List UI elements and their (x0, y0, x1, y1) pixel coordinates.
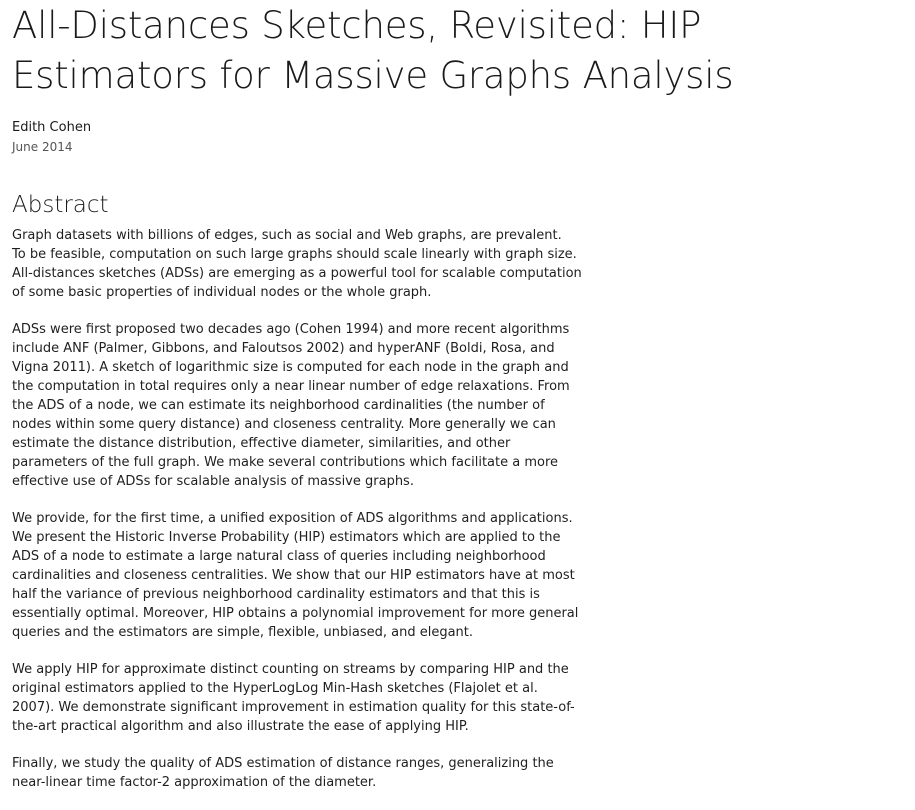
abstract-body (12, 226, 587, 792)
abstract-heading: Abstract (12, 192, 109, 218)
paper-title: All-Distances Sketches, Revisited: HIP Estimators for Massive Graphs Analysis (12, 4, 734, 97)
publication-date: June 2014 (12, 140, 73, 154)
paper-page (12, 0, 902, 810)
abstract-paragraph: We provide, for the first time, a unified exposition of ADS algorithms and applications. We present the Historic Inverse Probability (HIP) estimators which are applied to the ADS of a node to estimate a large natural class of queries including neighborhood cardinalities and closeness centralities. We show that our HIP estimators have at most half the variance of previous neighborhood cardinality estimators and that this is essentially optimal. Moreover, HIP obtains a polynomial improvement for more general queries and the estimators are simple, flexible, unbiased, and elegant. (12, 511, 579, 640)
abstract-paragraph: Finally, we study the quality of ADS estimation of distance ranges, generalizing the near-linear time factor-2 approximation of the diameter. (12, 756, 554, 790)
abstract-paragraph: We apply HIP for approximate distinct counting on streams by comparing HIP and the original estimators applied to the HyperLogLog Min-Hash sketches (Flajolet et al. 2007). We demonstrate significant improvement in estimation quality for this state-of- the-art practical algorithm and also illustrate the ease of applying HIP. (12, 662, 575, 734)
abstract-paragraph: ADSs were first proposed two decades ago (Cohen 1994) and more recent algorithms include ANF (Palmer, Gibbons, and Faloutsos 2002) and hyperANF (Boldi, Rosa, and Vigna 2011). A sketch of logarithmic size is computed for each node in the graph and the computation in total requires only a near linear number of edge relaxations. From the ADS of a node, we can estimate its neighborhood cardinalities (the number of nodes within some query distance) and closeness centrality. More generally we can estimate the distance distribution, effective diameter, similarities, and other parameters of the full graph. We make several contributions which facilitate a more effective use of ADSs for scalable analysis of massive graphs. (12, 322, 570, 489)
author-name: Edith Cohen (12, 120, 92, 135)
abstract-paragraph: Graph datasets with billions of edges, such as social and Web graphs, are prevalent. To be feasible, computation on such large graphs should scale linearly with graph size. All-distances sketches (ADSs) are emerging as a powerful tool for scalable computation of some basic properties of individual nodes or the whole graph. (12, 228, 582, 300)
